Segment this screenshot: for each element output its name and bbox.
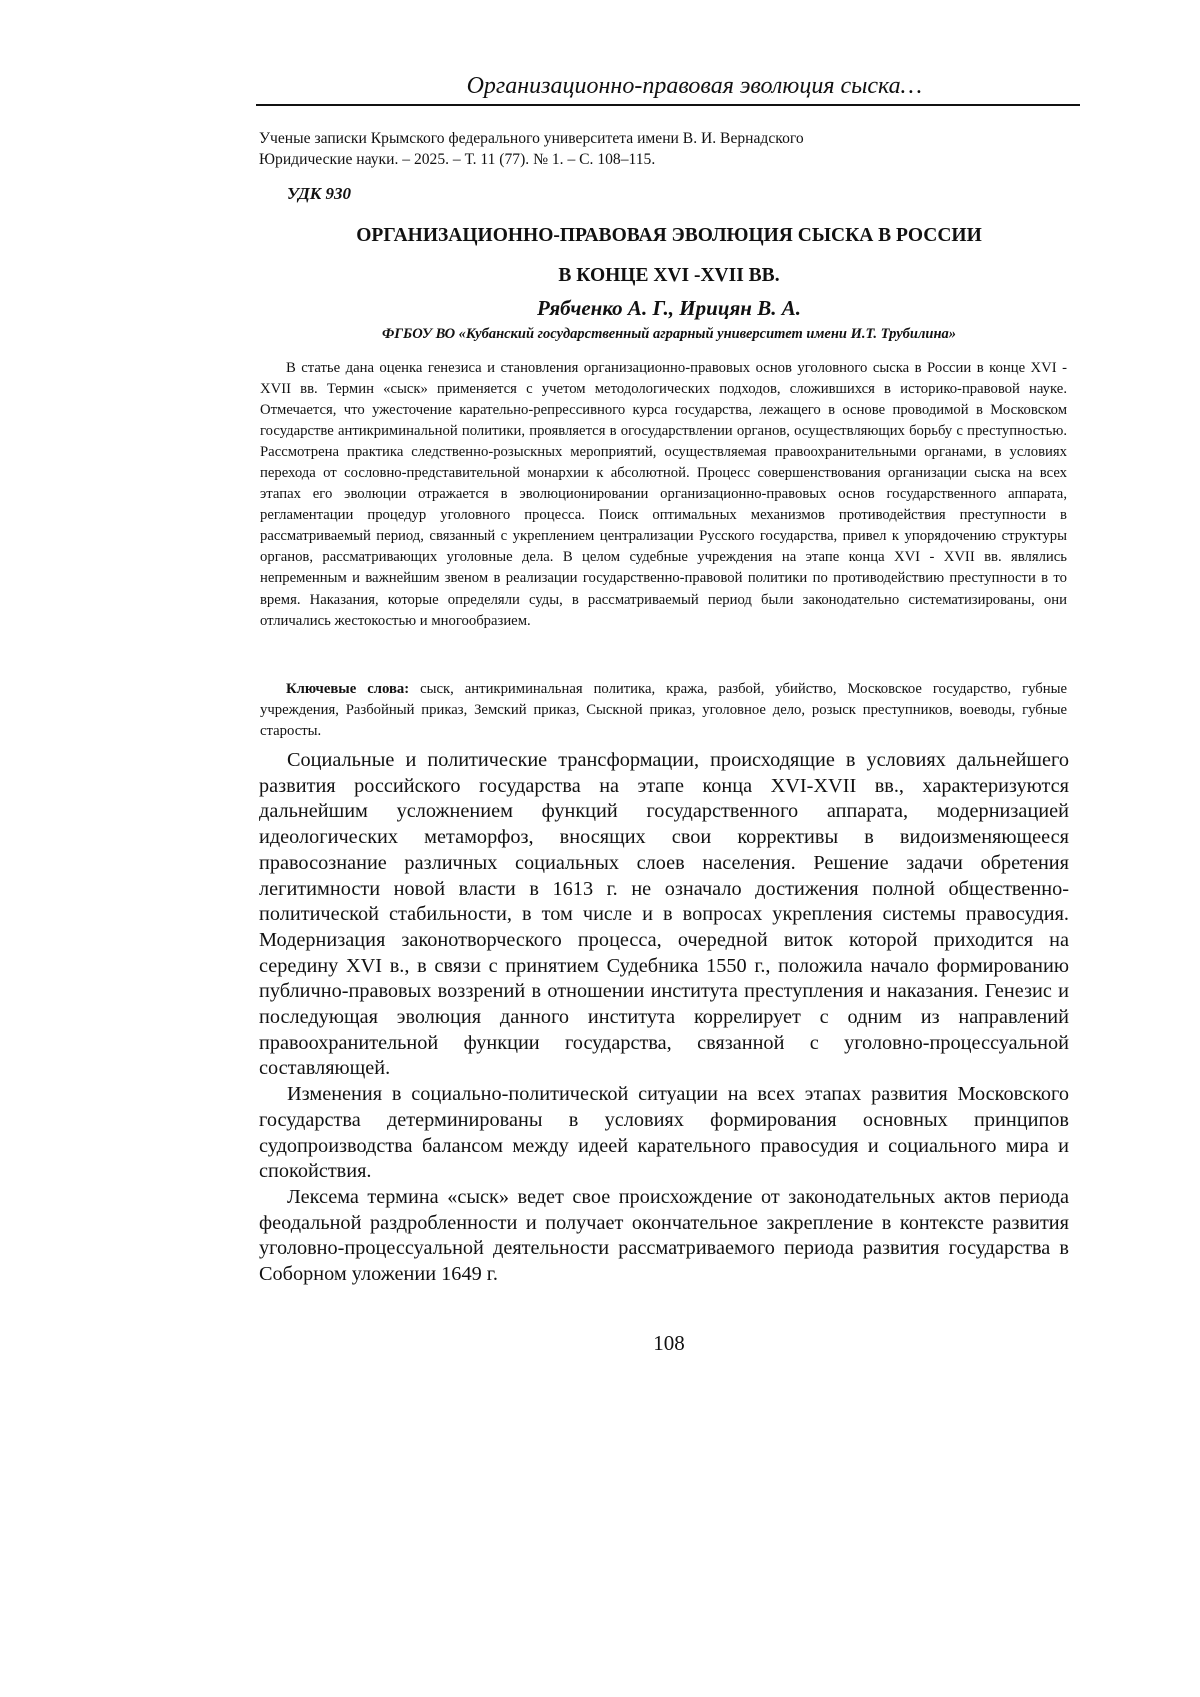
title-line-1: ОРГАНИЗАЦИОННО-ПРАВОВАЯ ЭВОЛЮЦИЯ СЫСКА В РОССИИ	[258, 216, 1080, 256]
body-paragraph-3: Лексема термина «сыск» ведет свое происхождение от законодательных актов периода феодальной раздробленности и получает окончательное закрепление в контексте развития уголовно-процессуальной деятельности рассматриваемого периода развития государства в Соборном уложении 1649 г.	[259, 1185, 1069, 1288]
affiliation: ФГБОУ ВО «Кубанский государственный аграрный университет имени И.Т. Трубилина»	[258, 326, 1080, 343]
abstract: В статье дана оценка генезиса и становления организационно-правовых основ уголовного сыска в России в конце XVI - XVII вв. Термин «сыск» применяется с учетом методологических подходов, сложившихся в историко-правовой науке. Отмечается, что ужесточение карательно-репрессивного курса государства, лежащего в основе проводимой в Московском государстве антикриминальной политики, проявляется в огосударствлении органов, осуществляющих борьбу с преступностью. Рассмотрена практика следственно-розыскных мероприятий, осуществляемая правоохранительными органами, в условиях перехода от сословно-представительной монархии к абсолютной. Процесс совершенствования организации сыска на всех этапах его эволюции отражается в эволюционировании организационно-правовых основ государственного аппарата, регламентации процедур уголовного процесса. Поиск оптимальных механизмов противодействия преступности в рассматриваемый период, связанный с укреплением централизации Русского государства, привел к упорядочению структуры органов, рассматривающих уголовные дела. В целом судебные учреждения на этапе конца XVI - XVII вв. являлись непременным и важнейшим звеном в реализации государственно-правовой политики по противодействию преступности в то время. Наказания, которые определяли суды, в рассматриваемый период были законодательно систематизированы, они отличались жестокостью и многообразием.	[260, 358, 1067, 632]
journal-citation	[259, 128, 804, 170]
keywords-text: сыск, антикриминальная политика, кража, разбой, убийство, Московское государство, губные учреждения, Разбойный приказ, Земский приказ, Сыскной приказ, уголовное дело, розыск преступников, воеводы, губные старосты.	[260, 681, 1067, 739]
page-number: 108	[258, 1331, 1080, 1356]
journal-line-1: Ученые записки Крымского федерального университета имени В. И. Вернадского	[259, 128, 804, 149]
running-head: Организационно-правовая эволюция сыска…	[258, 70, 1080, 102]
page	[0, 0, 1200, 1697]
header-rule	[256, 104, 1080, 106]
title-line-2: В КОНЦЕ XVI -XVII ВВ.	[258, 256, 1080, 296]
article-title	[258, 216, 1080, 296]
body-paragraph-1: Социальные и политические трансформации, происходящие в условиях дальнейшего развития российского государства на этапе конца XVI-XVII вв., характеризуются дальнейшим усложнением функций государственного аппарата, модернизацией идеологических метаморфоз, вносящих свои коррективы в видоизменяющееся правосознание различных социальных слоев населения. Решение задачи обретения легитимности новой власти в 1613 г. не означало достижения полной общественно-политической стабильности, в том числе и в вопросах укрепления системы правосудия. Модернизация законотворческого процесса, очередной виток которой приходится на середину XVI в., в связи с принятием Судебника 1550 г., положила начало формированию публично-правовых воззрений в отношении института преступления и наказания. Генезис и последующая эволюция данного института коррелирует с одним из направлений правоохранительной функции государства, связанной с уголовно-процессуальной составляющей.	[259, 748, 1069, 1082]
journal-line-2: Юридические науки. – 2025. – Т. 11 (77). № 1. – С. 108–115.	[259, 149, 804, 170]
keywords-label: Ключевые слова:	[286, 681, 409, 697]
body-paragraph-2: Изменения в социально-политической ситуации на всех этапах развития Московского государства детерминированы в условиях формирования основных принципов судопроизводства балансом между идеей карательного правосудия и социального мира и спокойствия.	[259, 1082, 1069, 1185]
udk-code: УДК 930	[287, 184, 351, 204]
authors: Рябченко А. Г., Ирицян В. А.	[258, 296, 1080, 321]
keywords	[260, 679, 1067, 742]
article-body	[259, 748, 1069, 1288]
